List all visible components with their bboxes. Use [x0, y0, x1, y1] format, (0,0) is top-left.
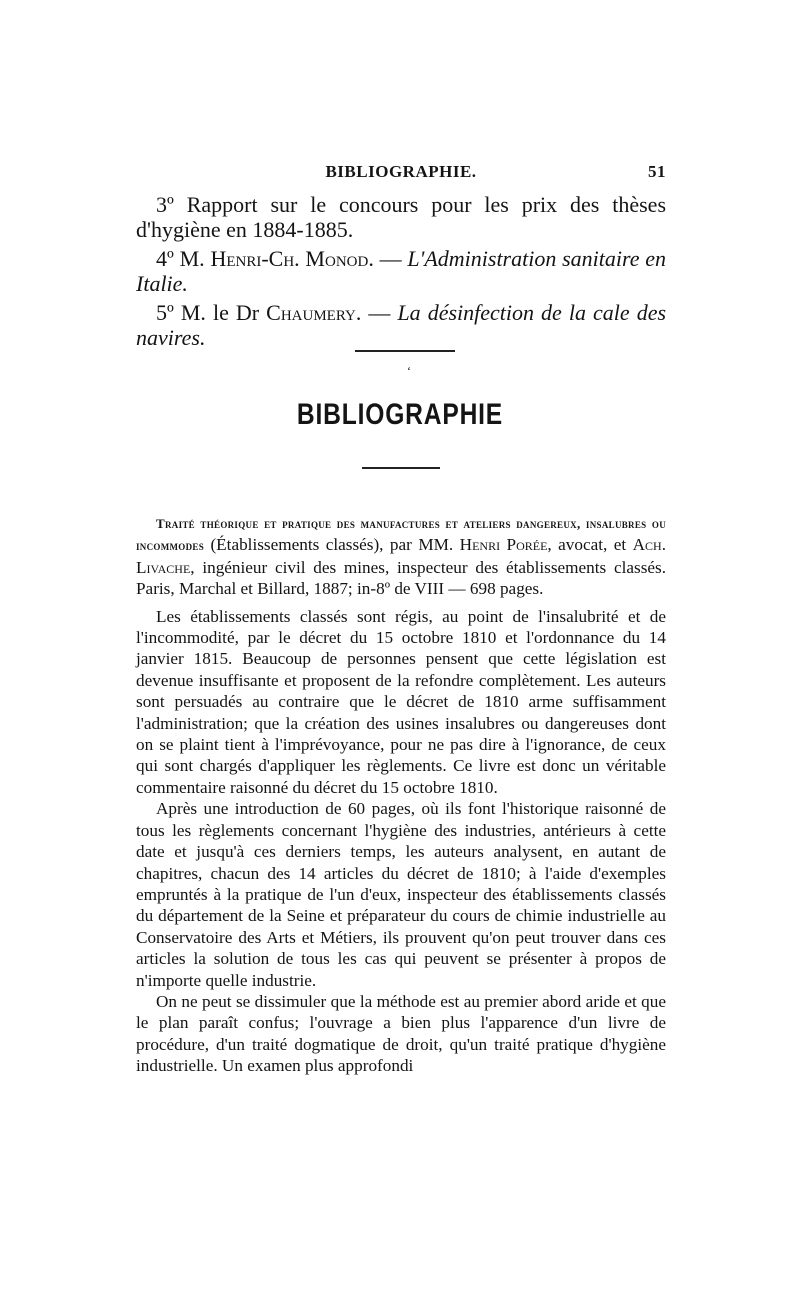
citation-title: Traité théorique et pratique des manufactures et ateliers dangereux, insalubres ou incommodes [136, 516, 666, 554]
page-number: 51 [648, 162, 666, 181]
agenda-item-4-number: 4º [156, 246, 174, 271]
agenda-item-5-title: La désinfection de la cale des navires. [136, 300, 667, 350]
paragraph-2: Après une introduction de 60 pages, où ils font l'historique raisonné de tous les règlements concernant l'hygiène des industries, antérieurs à cette date et jusqu'à ces derniers temps, les auteurs analysent, en autant de chapitres, chacun des 14 articles du décret de 1810; à l'aide d'exemples empruntés à la pratique de l'un d'eux, inspecteur des établissements classés du département de la Seine et préparateur du cours de chimie industrielle au Conservatoire des Arts et Métiers, ils prouvent qu'on peut trouver dans ces articles la solution de tous les cas qui peuvent se présenter à propos de n'importe quelle industrie. [136, 799, 666, 990]
paragraph-3: On ne peut se dissimuler que la méthode est au premier abord aride et que le plan paraît confus; l'ouvrage a bien plus l'apparence d'un livre de procédure, d'un traité dogmatique de droit, qu'un traité pratique d'hygiène industrielle. Un examen plus approfondi [136, 991, 666, 1076]
citation-text-3: ingénieur civil des mines, inspecteur des établissements classés. Paris, Marchal et Billard, 1887; in-8º de VIII — 698 pages. [136, 557, 667, 599]
review-body [136, 512, 666, 1077]
marginal-mark: ‘ [407, 364, 411, 378]
section-heading: BIBLIOGRAPHIE [296, 398, 504, 431]
agenda-item-4-dash: — [379, 246, 402, 271]
agenda-item-3 [136, 192, 666, 242]
divider-rule-lower [362, 467, 440, 469]
citation-text-1: (Établissements classés), par MM. [210, 535, 454, 555]
citation-author-1: Henri Porée, [459, 535, 552, 555]
agenda-list [136, 192, 666, 354]
agenda-item-5-number: 5º [156, 300, 174, 325]
running-head-title: BIBLIOGRAPHIE. [325, 162, 477, 181]
agenda-item-4-author: Henri-Ch. Monod. [210, 246, 374, 271]
agenda-item-4 [136, 246, 666, 296]
agenda-item-5-author: Chaumery. [266, 300, 362, 325]
paragraph-1: Les établissements classés sont régis, au point de l'insalubrité et de l'incommodité, par le décret du 15 octobre 1810 et l'ordonnance du 14 janvier 1815. Beaucoup de personnes pensent que cette législation est devenue insuffisante et proposent de la refondre complètement. Les auteurs sont persuadés au contraire que le décret de 1810 arme suffisamment l'administration; que la création des usines insalubres ou dangereuses dont on se plaint tient à l'imprévoyance, pour ne pas dire à l'ignorance, de ceux qui sont chargés d'appliquer les règlements. Ce livre est donc un véritable commentaire raisonné du décret du 15 octobre 1810. [136, 606, 666, 797]
agenda-item-5-dash: — [368, 300, 391, 325]
book-citation [136, 512, 666, 600]
running-head [136, 162, 666, 184]
agenda-item-4-prefix: M. [179, 246, 205, 271]
citation-text-2: avocat, et [558, 535, 627, 555]
citation-author-2: Ach. Livache, [136, 535, 666, 577]
agenda-item-3-text: Rapport sur le concours pour les prix des thèses d'hygiène en 1884-1885. [136, 192, 667, 242]
agenda-item-5 [136, 300, 666, 350]
agenda-item-5-prefix: M. le Dr [180, 300, 260, 325]
agenda-item-4-title: L'Administration sanitaire en Italie. [136, 246, 667, 296]
divider-rule-upper [355, 350, 455, 352]
agenda-item-3-number: 3º [156, 192, 174, 217]
